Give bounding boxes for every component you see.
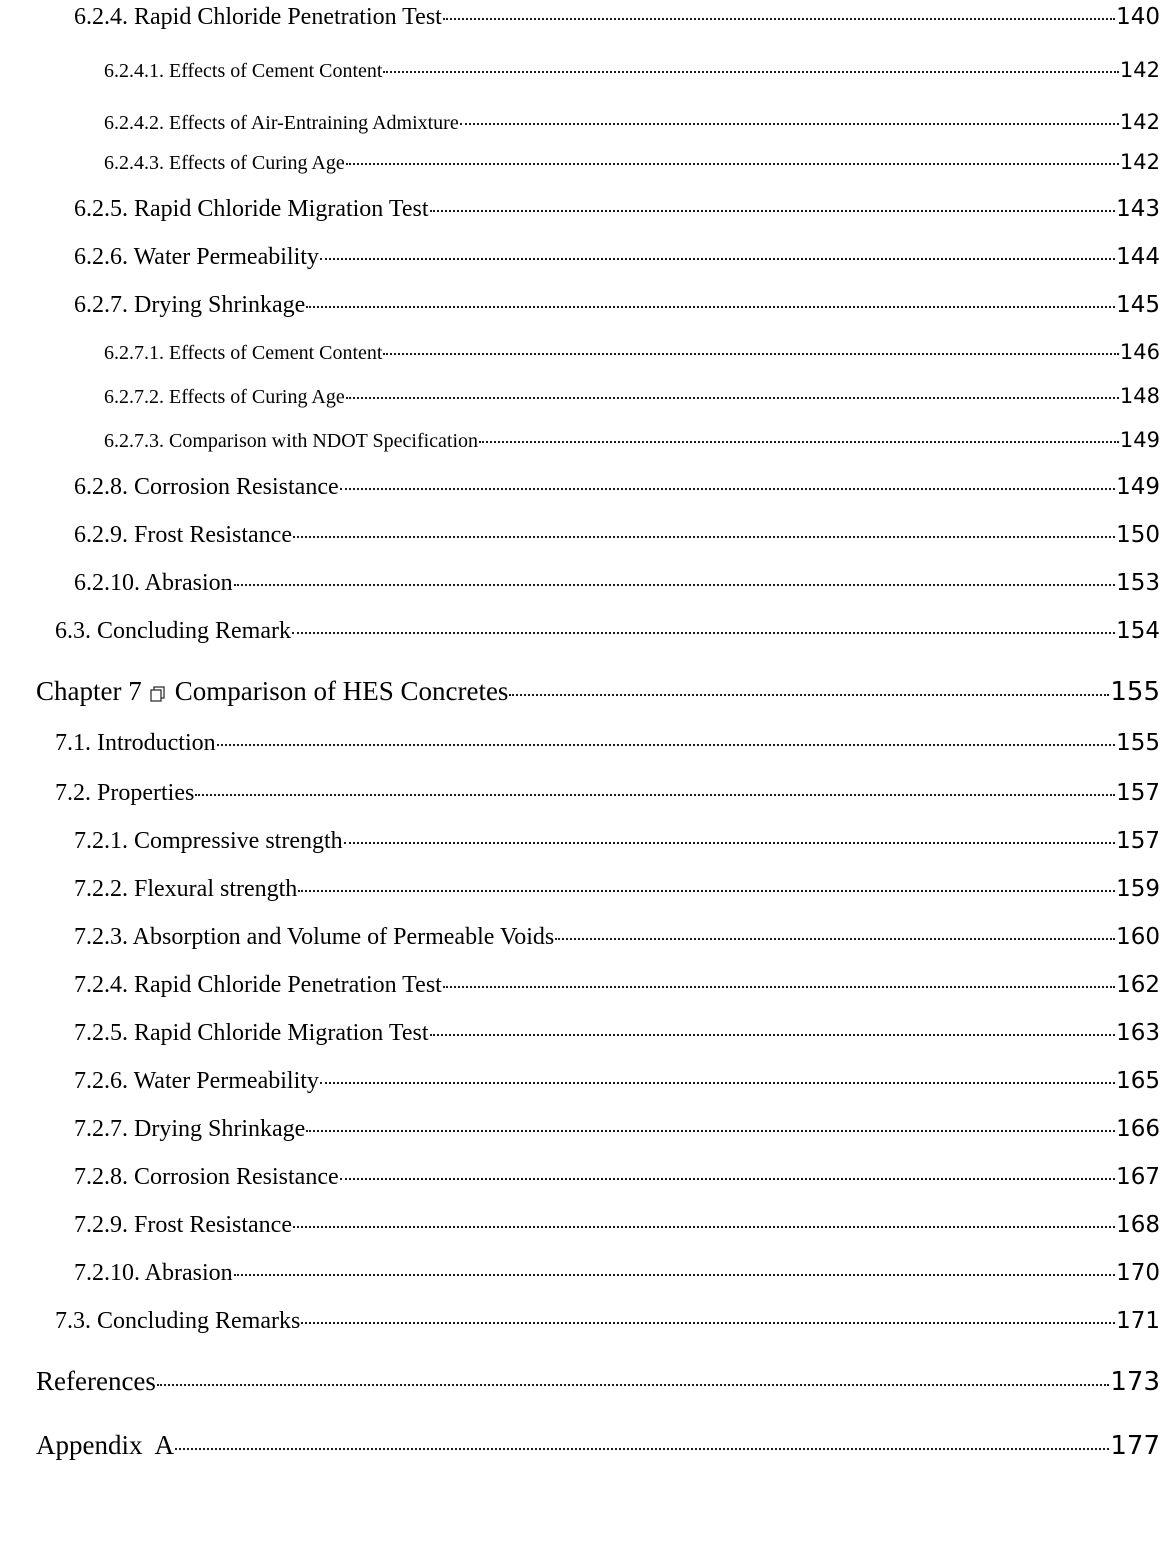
toc-entry-page: 170 [1116,1260,1160,1286]
dot-leader [460,123,1119,125]
toc-entry-title: 6.2.7.3. Comparison with NDOT Specification [104,430,479,452]
toc-entry-page: 157 [1116,828,1160,854]
chapter-title: Comparison of HES Concretes [174,676,509,706]
toc-entry[interactable] [74,4,1160,38]
toc-entry-page: 153 [1116,570,1160,596]
toc-entry[interactable] [104,340,1160,374]
dot-leader [293,536,1115,538]
toc-entry-title: 7.2.4. Rapid Chloride Penetration Test [74,972,442,998]
toc-entry-page: 142 [1119,58,1160,82]
toc-entry[interactable] [74,1068,1160,1102]
toc-entry-page: 143 [1116,196,1160,222]
toc-entry-title: 7.2.7. Drying Shrinkage [74,1116,306,1142]
dot-leader [234,584,1115,586]
toc-entry[interactable] [74,1212,1160,1246]
toc-entry-page: 149 [1116,474,1160,500]
toc-entry[interactable] [74,1164,1160,1198]
toc-entry-title: 6.2.4. Rapid Chloride Penetration Test [74,4,442,30]
dot-leader [509,694,1109,696]
toc-entry-title: 6.2.4.2. Effects of Air-Entraining Admixture [104,112,459,134]
toc-entry-title: 7.2.6. Water Permeability [74,1068,319,1094]
toc-entry-page: 159 [1116,876,1160,902]
dot-leader [479,441,1119,443]
toc-entry-title: 7.2.9. Frost Resistance [74,1212,292,1238]
toc-entry-title: 7.2.2. Flexural strength [74,876,298,902]
toc-entry[interactable] [74,474,1160,508]
toc-entry-page: 177 [1110,1431,1160,1461]
dot-leader [443,18,1115,20]
dot-leader [344,842,1115,844]
toc-entry-page: 173 [1110,1367,1160,1397]
dot-leader [443,986,1115,988]
toc-entry-title: 7.2. Properties [55,780,195,806]
dot-leader [346,163,1119,165]
toc-entry-title: 6.2.4.1. Effects of Cement Content [104,60,383,82]
toc-entry[interactable] [55,730,1160,764]
toc-entry-title: 6.2.4.3. Effects of Curing Age [104,152,345,174]
toc-entry-page: 146 [1119,340,1160,364]
dot-leader [346,397,1119,399]
toc-entry-page: 157 [1116,780,1160,806]
toc-entry[interactable] [55,618,1160,652]
toc-entry-title: 6.2.9. Frost Resistance [74,522,292,548]
toc-entry-title: References [36,1366,156,1396]
dot-leader [430,1034,1116,1036]
toc-entry-page: 144 [1116,244,1160,270]
dot-leader [340,488,1115,490]
dot-leader [157,1384,1109,1386]
toc-entry-page: 148 [1119,384,1160,408]
toc-entry-title: 7.2.5. Rapid Chloride Migration Test [74,1020,429,1046]
toc-entry-page: 142 [1119,110,1160,134]
toc-entry[interactable] [104,428,1160,462]
toc-entry-title: 6.2.7.1. Effects of Cement Content [104,342,383,364]
toc-entry[interactable] [74,1020,1160,1054]
dot-leader [234,1274,1115,1276]
dot-leader [301,1322,1115,1324]
toc-entry-title: 6.2.10. Abrasion [74,570,233,596]
toc-entry-page: 168 [1116,1212,1160,1238]
toc-entry-page: 150 [1116,522,1160,548]
toc-entry-title: 7.3. Concluding Remarks [55,1308,301,1334]
toc-entry-title: 6.2.6. Water Permeability [74,244,319,270]
toc-entry[interactable] [36,1430,1160,1464]
dot-leader [306,1130,1115,1132]
toc-entry-page: 142 [1119,150,1160,174]
dot-leader [195,794,1115,796]
dot-leader [555,938,1115,940]
toc-entry[interactable] [74,924,1160,958]
toc-entry-page: 140 [1116,4,1160,30]
toc-entry-title: 7.2.1. Compressive strength [74,828,343,854]
toc-entry[interactable] [74,972,1160,1006]
toc-chapter-title [36,676,508,707]
dot-leader [320,1082,1115,1084]
toc-entry-title: 6.2.7.2. Effects of Curing Age [104,386,345,408]
toc-entry-page: 171 [1116,1308,1160,1334]
toc-entry-title: 6.2.7. Drying Shrinkage [74,292,306,318]
toc-entry[interactable] [74,1116,1160,1150]
toc-entry-page: 149 [1119,428,1160,452]
toc-entry-page: 165 [1116,1068,1160,1094]
toc-entry-page: 155 [1116,730,1160,756]
dot-leader [292,632,1115,634]
toc-entry[interactable] [74,292,1160,326]
toc-entry[interactable] [104,384,1160,418]
toc-entry[interactable] [74,570,1160,604]
toc-entry-title: 7.1. Introduction [55,730,216,756]
dot-leader [298,890,1115,892]
toc-chapter-entry[interactable] [36,676,1160,710]
dot-leader [293,1226,1115,1228]
dot-leader [340,1178,1115,1180]
toc-entry-page: 160 [1116,924,1160,950]
toc-entry-page: 145 [1116,292,1160,318]
toc-entry[interactable] [74,196,1160,230]
chapter-prefix: Chapter 7 [36,676,142,706]
toc-entry[interactable] [74,876,1160,910]
dot-leader [217,744,1115,746]
dot-leader [383,71,1118,73]
box-icon [150,686,165,702]
dot-leader [306,306,1115,308]
toc-entry[interactable] [55,780,1160,814]
toc-entry-page: 162 [1116,972,1160,998]
dot-leader [175,1448,1109,1450]
toc-entry[interactable] [104,58,1160,92]
toc-entry[interactable] [74,522,1160,556]
toc-entry-title: 6.2.5. Rapid Chloride Migration Test [74,196,429,222]
toc-entry-page: 166 [1116,1116,1160,1142]
toc-entry-page: 163 [1116,1020,1160,1046]
toc-entry[interactable] [104,110,1160,144]
toc-entry[interactable] [74,244,1160,278]
toc-entry-title: 7.2.3. Absorption and Volume of Permeable Voids [74,924,555,950]
toc-entry-title: 6.2.8. Corrosion Resistance [74,474,339,500]
toc-entry-title: 7.2.8. Corrosion Resistance [74,1164,339,1190]
toc-entry-page: 155 [1110,677,1160,707]
toc-entry[interactable] [104,150,1160,184]
toc-entry-title: 7.2.10. Abrasion [74,1260,233,1286]
toc-entry-title: 6.3. Concluding Remark [55,618,291,644]
dot-leader [320,258,1115,260]
dot-leader [430,210,1116,212]
toc-entry-page: 167 [1116,1164,1160,1190]
dot-leader [383,353,1118,355]
toc-entry[interactable] [74,1260,1160,1294]
toc-entry-title: Appendix A [36,1430,174,1460]
toc-entry[interactable] [74,828,1160,862]
toc-entry[interactable] [55,1308,1160,1342]
toc-entry[interactable] [36,1366,1160,1400]
toc-entry-page: 154 [1116,618,1160,644]
